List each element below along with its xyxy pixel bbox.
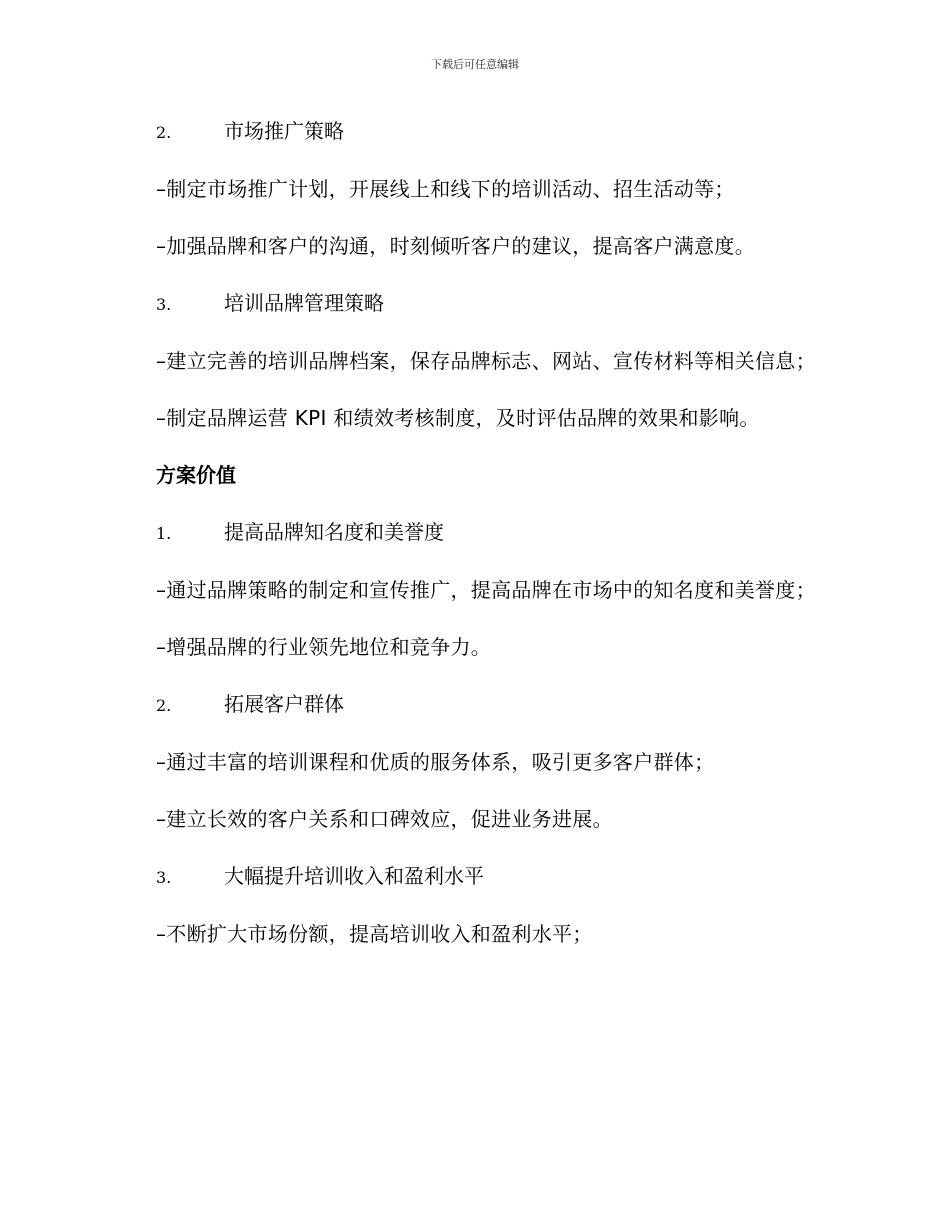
heading-expand-customers <box>112 683 828 727</box>
heading-brand-management <box>112 282 828 326</box>
heading-number: 2. <box>156 696 172 715</box>
paragraph: –通过品牌策略的制定和宣传推广，提高品牌在市场中的知名度和美誉度； <box>156 578 816 602</box>
heading-number: 3. <box>156 295 172 314</box>
heading-market-promotion <box>112 110 828 154</box>
heading-number: 2. <box>156 123 172 142</box>
section-title: 方案价值 <box>156 463 236 487</box>
heading-text: 提高品牌知名度和美誉度 <box>224 520 444 544</box>
heading-text: 培训品牌管理策略 <box>224 291 384 315</box>
heading-text: 大幅提升培训收入和盈利水平 <box>224 864 484 888</box>
paragraph: –不断扩大市场份额，提高培训收入和盈利水平； <box>156 922 593 946</box>
paragraph: –建立长效的客户关系和口碑效应，促进业务进展。 <box>156 807 613 831</box>
document-body <box>112 110 828 970</box>
heading-increase-revenue <box>112 855 828 899</box>
heading-text: 拓展客户群体 <box>224 692 344 716</box>
heading-brand-awareness <box>112 511 828 555</box>
heading-number: 3. <box>156 868 172 887</box>
paragraph: –增强品牌的行业领先地位和竞争力。 <box>156 635 492 659</box>
paragraph: –加强品牌和客户的沟通，时刻倾听客户的建议，提高客户满意度。 <box>156 234 755 258</box>
paragraph: –制定品牌运营 KPI 和绩效考核制度，及时评估品牌的效果和影响。 <box>156 406 760 430</box>
paragraph: –制定市场推广计划，开展线上和线下的培训活动、招生活动等； <box>156 177 735 201</box>
header-note: 下载后可任意编辑 <box>431 58 519 71</box>
paragraph: –通过丰富的培训课程和优质的服务体系，吸引更多客户群体； <box>156 750 715 774</box>
heading-text: 市场推广策略 <box>224 119 344 143</box>
paragraph: –建立完善的培训品牌档案，保存品牌标志、网站、宣传材料等相关信息； <box>156 349 816 373</box>
heading-number: 1. <box>156 524 172 543</box>
